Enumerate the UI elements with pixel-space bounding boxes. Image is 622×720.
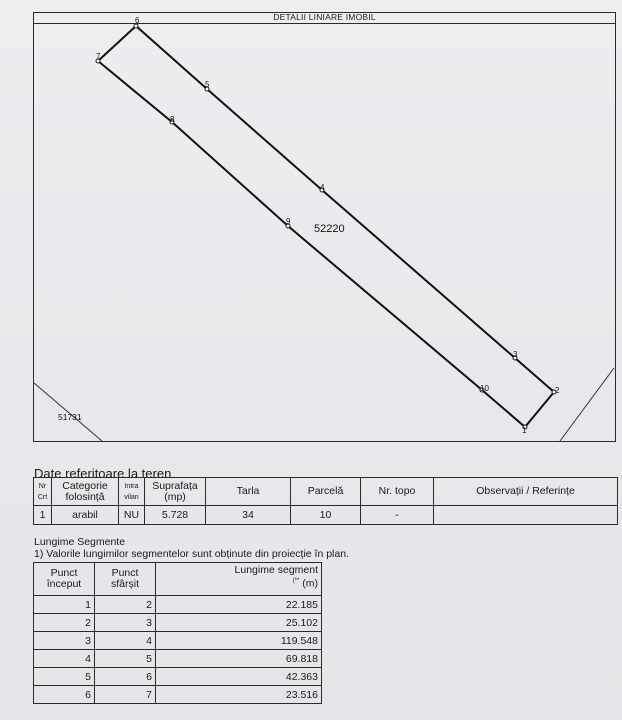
header-sfarsit-text: sfârșit bbox=[110, 578, 139, 590]
header-lungime-segment bbox=[156, 563, 322, 596]
header-nr-text: Nr bbox=[38, 482, 47, 490]
segment-length: 119.548 bbox=[156, 632, 322, 650]
segment-start: 2 bbox=[34, 614, 95, 632]
segment-length: 22.185 bbox=[156, 596, 322, 614]
segment-length: 25.102 bbox=[156, 614, 322, 632]
header-categorie bbox=[52, 478, 119, 506]
segment-end: 5 bbox=[95, 650, 156, 668]
header-crt-text: Crt bbox=[37, 493, 48, 501]
segment-end: 4 bbox=[95, 632, 156, 650]
cell-topo: - bbox=[361, 506, 434, 525]
table-row bbox=[34, 596, 322, 614]
neighbor-line-right bbox=[560, 368, 614, 441]
table-row bbox=[34, 632, 322, 650]
parcel-number-label: 52220 bbox=[314, 223, 345, 235]
segment-length: 69.818 bbox=[156, 650, 322, 668]
cell-categorie: arabil bbox=[52, 506, 119, 525]
table-row bbox=[34, 686, 322, 704]
segment-length: 23.516 bbox=[156, 686, 322, 704]
segment-start: 4 bbox=[34, 650, 95, 668]
header-observatii: Observații / Referințe bbox=[434, 478, 618, 506]
vertex-label-4: 4 bbox=[320, 183, 325, 192]
header-nr-topo: Nr. topo bbox=[361, 478, 434, 506]
vertex-label-7: 7 bbox=[96, 52, 101, 61]
header-punct-end-text: Punct bbox=[111, 567, 139, 579]
header-categorie-text: Categorie bbox=[62, 479, 108, 492]
header-vilan-text: vilan bbox=[124, 493, 139, 501]
header-tarla: Tarla bbox=[206, 478, 291, 506]
segment-end: 2 bbox=[95, 596, 156, 614]
header-mp-text: (mp) bbox=[164, 490, 186, 503]
vertex-label-5: 5 bbox=[205, 80, 210, 89]
segment-start: 5 bbox=[34, 668, 95, 686]
cell-nr: 1 bbox=[34, 506, 52, 525]
segments-note: 1) Valorile lungimilor segmentelor sunt obținute din proiecție în plan. bbox=[34, 548, 349, 560]
vertex-label-1: 1 bbox=[522, 426, 527, 435]
header-nr-crt bbox=[34, 478, 52, 506]
vertex-label-3: 3 bbox=[513, 350, 518, 359]
header-suprafata-text: Suprafața bbox=[152, 479, 198, 492]
header-suprafata bbox=[145, 478, 206, 506]
vertex-label-6: 6 bbox=[135, 16, 140, 25]
segments-table bbox=[33, 562, 322, 704]
cell-observatii bbox=[434, 506, 618, 525]
header-inceput-text: început bbox=[46, 578, 82, 590]
segment-length: 42.363 bbox=[156, 668, 322, 686]
header-lungime-text: Lungime segment bbox=[234, 564, 318, 576]
segment-start: 1 bbox=[34, 596, 95, 614]
land-data-row bbox=[34, 506, 618, 525]
header-footnote-mark: (** bbox=[292, 578, 300, 584]
segments-header-row bbox=[34, 563, 322, 596]
header-intravilan bbox=[119, 478, 145, 506]
header-parcela: Parcelă bbox=[291, 478, 361, 506]
neighbor-parcel-label: 51731 bbox=[58, 412, 82, 422]
vertex-label-10: 10 bbox=[480, 384, 489, 393]
segment-end: 6 bbox=[95, 668, 156, 686]
land-data-header-row bbox=[34, 478, 618, 506]
segment-end: 3 bbox=[95, 614, 156, 632]
segment-start: 3 bbox=[34, 632, 95, 650]
vertex-label-9: 9 bbox=[286, 217, 291, 226]
segment-start: 6 bbox=[34, 686, 95, 704]
segment-end: 7 bbox=[95, 686, 156, 704]
plan-title: DETALII LINIARE IMOBIL bbox=[34, 12, 615, 24]
table-row bbox=[34, 614, 322, 632]
header-punct-text: Punct bbox=[50, 567, 78, 579]
cell-suprafata: 5.728 bbox=[145, 506, 206, 525]
cell-intravilan: NU bbox=[119, 506, 145, 525]
header-unit-text: (m) bbox=[302, 577, 318, 590]
header-punct-sfarsit bbox=[95, 563, 156, 596]
table-row bbox=[34, 650, 322, 668]
cell-tarla: 34 bbox=[206, 506, 291, 525]
table-row bbox=[34, 668, 322, 686]
land-data-title: Date referitoare la teren bbox=[34, 466, 172, 481]
segments-title: Lungime Segmente bbox=[34, 536, 126, 548]
vertex-label-2: 2 bbox=[555, 386, 560, 395]
cell-parcela: 10 bbox=[291, 506, 361, 525]
header-intra-text: Intra bbox=[124, 482, 139, 490]
header-folosinta-text: folosință bbox=[65, 490, 105, 503]
header-punct-inceput bbox=[34, 563, 95, 596]
land-data-table bbox=[33, 477, 618, 525]
vertex-label-8: 8 bbox=[170, 115, 175, 124]
